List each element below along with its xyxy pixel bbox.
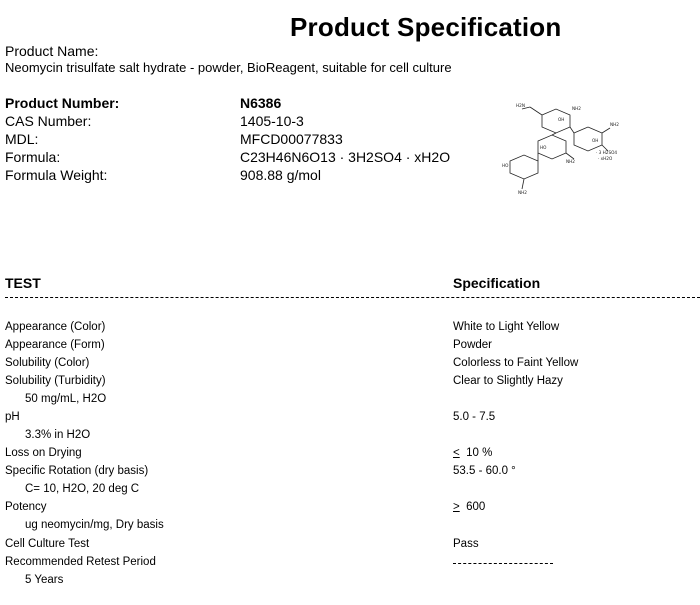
structure-label: OH xyxy=(592,138,599,143)
formula-weight-value: 908.88 g/mol xyxy=(240,167,321,183)
less-than-or-equal-symbol: < xyxy=(453,447,460,459)
structure-label: NH2 xyxy=(518,190,527,195)
test-name: Loss on Drying xyxy=(5,447,82,459)
mdl-value: MFCD00077833 xyxy=(240,131,343,147)
test-name: Appearance (Color) xyxy=(5,321,106,333)
product-name-value: Neomycin trisulfate salt hydrate - powder, BioReagent, suitable for cell culture xyxy=(5,60,452,75)
test-name: Solubility (Turbidity) xyxy=(5,375,106,387)
test-spec-value: 600 xyxy=(466,501,486,513)
test-spec: Colorless to Faint Yellow xyxy=(453,357,579,369)
test-name: Recommended Retest Period xyxy=(5,556,156,568)
formula-value: C23H46N6O13 · 3H2SO4 · xH2O xyxy=(240,149,451,165)
test-condition: C= 10, H2O, 20 deg C xyxy=(25,483,140,495)
structure-label: · xH2O xyxy=(598,156,613,161)
page-title: Product Specification xyxy=(290,12,562,42)
header-divider xyxy=(5,297,700,298)
structure-label: NH2 xyxy=(572,106,581,111)
test-name: Solubility (Color) xyxy=(5,357,90,369)
greater-than-or-equal-symbol: > xyxy=(453,501,460,513)
formula-weight-label: Formula Weight: xyxy=(5,167,108,183)
spec-placeholder-dashes xyxy=(453,563,553,564)
test-name: Potency xyxy=(5,501,47,513)
structure-label: NH2 xyxy=(610,122,619,127)
structure-label: H2N xyxy=(516,103,525,108)
structure-label: HO xyxy=(502,163,509,168)
specification-column-header: Specification xyxy=(453,275,541,291)
test-spec: Pass xyxy=(453,538,479,550)
structure-label: NH2 xyxy=(566,159,575,164)
structure-label: · 3 H2SO4 xyxy=(596,150,618,155)
structure-label: OH xyxy=(558,117,565,122)
test-spec: 5.0 - 7.5 xyxy=(453,411,496,423)
formula-label: Formula: xyxy=(5,149,61,165)
structure-label: HO xyxy=(540,145,547,150)
test-spec xyxy=(453,447,492,459)
test-name: Appearance (Form) xyxy=(5,339,105,351)
product-number-label: Product Number: xyxy=(5,95,120,111)
test-name: Specific Rotation (dry basis) xyxy=(5,465,149,477)
test-spec xyxy=(453,501,485,513)
test-column-header: TEST xyxy=(5,275,41,291)
test-spec-value: 10 % xyxy=(466,447,493,459)
test-spec: Clear to Slightly Hazy xyxy=(453,375,563,387)
product-name-label: Product Name: xyxy=(5,43,99,59)
cas-number-label: CAS Number: xyxy=(5,113,92,129)
test-condition: ug neomycin/mg, Dry basis xyxy=(25,519,164,531)
test-spec: White to Light Yellow xyxy=(453,321,560,333)
test-spec: 53.5 - 60.0 ° xyxy=(453,465,516,477)
test-condition: 3.3% in H2O xyxy=(25,429,91,441)
test-name: Cell Culture Test xyxy=(5,538,90,550)
test-name: pH xyxy=(5,411,20,423)
product-number-value: N6386 xyxy=(240,95,282,111)
chemical-structure-icon xyxy=(500,95,625,195)
cas-number-value: 1405-10-3 xyxy=(240,113,304,129)
test-condition: 5 Years xyxy=(25,574,64,586)
test-spec: Powder xyxy=(453,339,492,351)
mdl-label: MDL: xyxy=(5,131,39,147)
test-condition: 50 mg/mL, H2O xyxy=(25,393,107,405)
